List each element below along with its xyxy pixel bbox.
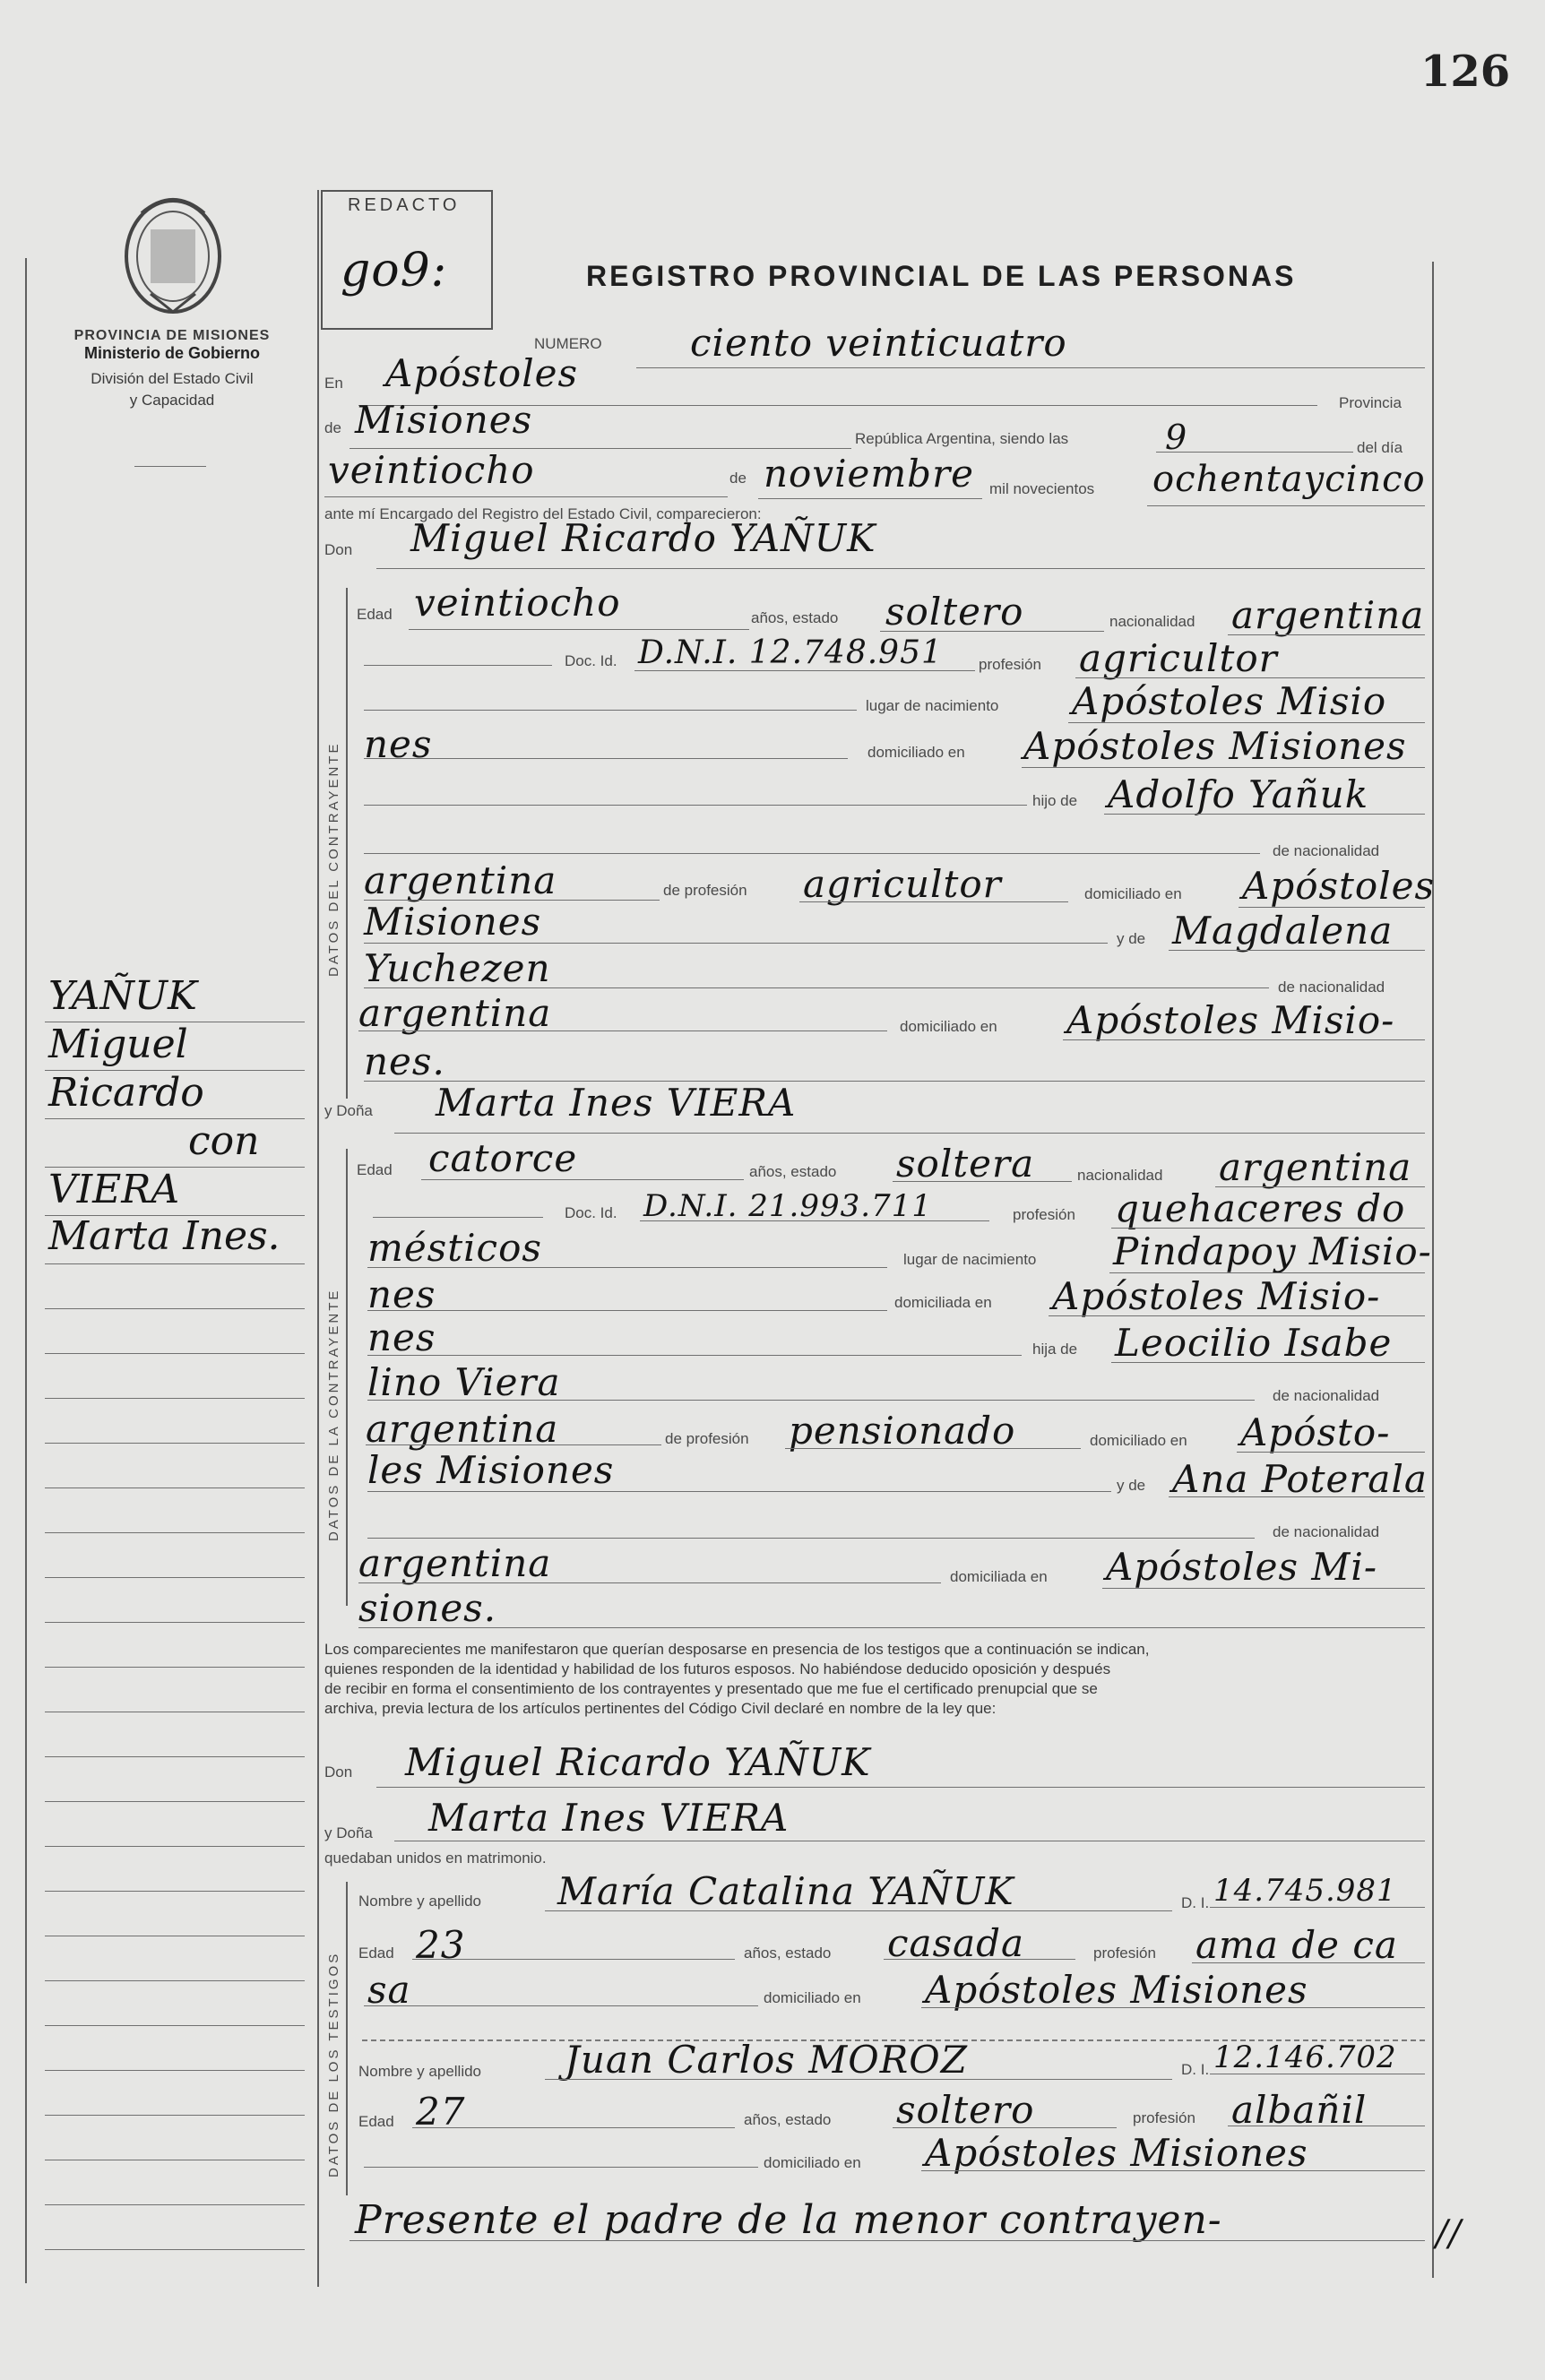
- c-profesion: agricultor: [1079, 636, 1278, 680]
- f-padre-dom-2: les Misiones: [367, 1448, 615, 1492]
- profesion-label: profesión: [979, 656, 1041, 673]
- hora-value: 9: [1165, 418, 1188, 457]
- anio-value: ochentaycinco: [1152, 459, 1426, 500]
- lugar-nac-label: lugar de nacimiento: [866, 697, 999, 714]
- don-label: Don: [324, 541, 353, 558]
- margin-note-line-1: YAÑUK: [48, 973, 197, 1019]
- dona-label-2: y Doña: [324, 1824, 373, 1841]
- anos-estado-label-2: años, estado: [749, 1163, 837, 1180]
- nacionalidad-label: nacionalidad: [1109, 613, 1195, 630]
- contrayente-section-label: DATOS DEL CONTRAYENTE: [326, 741, 341, 977]
- c-domicilio: Apóstoles Misiones: [1023, 724, 1407, 768]
- redacto-label: REDACTO: [348, 195, 461, 215]
- d-label-2: D. I.: [1181, 2061, 1210, 2078]
- t1-doc: 14.745.981: [1213, 1873, 1397, 1909]
- dia-value: veintiocho: [328, 448, 535, 492]
- f-padre-2: lino Viera: [367, 1360, 561, 1404]
- d-label: D. I.: [1181, 1894, 1210, 1911]
- de-mes-label: de: [729, 470, 747, 487]
- c-lugar-nac-2: nes: [364, 722, 433, 766]
- redacto-value: go9:: [341, 244, 448, 298]
- f-padre-nac: argentina: [366, 1407, 559, 1451]
- c-padre-prof: agricultor: [803, 862, 1002, 906]
- republica-label: República Argentina, siendo las: [855, 430, 1069, 447]
- numero-value: ciento veinticuatro: [690, 321, 1067, 365]
- novio-name: Miguel Ricardo YAÑUK: [405, 1740, 871, 1784]
- hija-label: hija de: [1032, 1341, 1078, 1358]
- f-domicilio-1: Apóstoles Misio-: [1052, 1274, 1381, 1318]
- c-doc: D.N.I. 12.748.951: [638, 634, 943, 671]
- t2-domicilio: Apóstoles Misiones: [925, 2131, 1308, 2175]
- c-nacionalidad: argentina: [1231, 593, 1425, 637]
- doc-label-2: Doc. Id.: [565, 1204, 617, 1221]
- domiciliado-en-label-2: domiciliado en: [1090, 1432, 1187, 1449]
- c-madre-2: Yuchezen: [364, 946, 551, 990]
- c-padre-nac: argentina: [364, 858, 557, 902]
- f-madre: Ana Poterala: [1172, 1457, 1428, 1501]
- y-de-label-2: y de: [1117, 1477, 1146, 1494]
- hijo-label: hijo de: [1032, 792, 1078, 809]
- profesion-label-2: profesión: [1013, 1206, 1075, 1223]
- domiciliado-label-3: domiciliado en: [764, 1989, 861, 2006]
- f-padre-prof: pensionado: [789, 1409, 1016, 1453]
- final-note: Presente el padre de la menor contrayen-: [355, 2197, 1222, 2243]
- margin-note-line-5: VIERA: [48, 1167, 180, 1212]
- lugar-nac-label-2: lugar de nacimiento: [903, 1251, 1037, 1268]
- provincia-value: Misiones: [355, 398, 533, 442]
- c-madre-dom-1: Apóstoles Misio-: [1066, 998, 1395, 1042]
- division-name-1: División del Estado Civil: [91, 370, 254, 387]
- c-padre-dom-1: Apóstoles: [1242, 864, 1436, 908]
- t2-nombre: Juan Carlos MOROZ: [565, 2038, 968, 2082]
- provincia-label: Provincia: [1339, 394, 1402, 411]
- de-nacionalidad-label-4: de nacionalidad: [1273, 1523, 1380, 1540]
- t1-profesion-2: sa: [367, 1968, 411, 2012]
- f-madre-nac: argentina: [358, 1541, 552, 1585]
- f-domicilio-2: nes: [367, 1315, 436, 1359]
- division-name-2: y Capacidad: [129, 392, 215, 409]
- t1-profesion-1: ama de ca: [1195, 1923, 1398, 1967]
- t2-profesion: albañil: [1231, 2088, 1368, 2132]
- anos-estado-label-4: años, estado: [744, 2111, 832, 2128]
- c-padre: Adolfo Yañuk: [1108, 772, 1369, 816]
- lugar-value: Apóstoles: [385, 351, 579, 395]
- f-doc: D.N.I. 21.993.711: [643, 1188, 932, 1224]
- t1-nombre: María Catalina YAÑUK: [557, 1869, 1014, 1913]
- f-edad: catorce: [428, 1136, 578, 1180]
- contrayente-name: Miguel Ricardo YAÑUK: [410, 516, 876, 560]
- don-label-2: Don: [324, 1763, 353, 1781]
- t2-estado: soltero: [896, 2088, 1035, 2132]
- novia-name: Marta Ines VIERA: [428, 1796, 790, 1840]
- f-padre-1: Leocilio Isabe: [1115, 1321, 1393, 1365]
- f-madre-dom-1: Apóstoles Mi-: [1106, 1545, 1378, 1589]
- dona-label: y Doña: [324, 1102, 373, 1119]
- domiciliado-label-2: domiciliado en: [900, 1018, 997, 1035]
- f-profesion-2: mésticos: [367, 1226, 542, 1270]
- c-madre-1: Magdalena: [1172, 909, 1394, 953]
- c-madre-dom-2: nes.: [364, 1039, 445, 1083]
- f-padre-dom-1: Apósto-: [1240, 1410, 1391, 1454]
- document-title: REGISTRO PROVINCIAL DE LAS PERSONAS: [586, 260, 1297, 292]
- t1-edad: 23: [416, 1923, 466, 1967]
- en-label: En: [324, 375, 343, 392]
- doc-label: Doc. Id.: [565, 652, 617, 669]
- de-nacionalidad-label-2: de nacionalidad: [1278, 979, 1385, 996]
- profesion-label-3: profesión: [1093, 1945, 1156, 1962]
- f-lugar-nac-1: Pindapoy Misio-: [1113, 1229, 1432, 1273]
- contrayenta-section-label: DATOS DE LA CONTRAYENTE: [326, 1288, 341, 1541]
- statement-line-4: archiva, previa lectura de los artículos pertinentes del Código Civil declaré en nombre de la ley que:: [324, 1700, 997, 1717]
- c-lugar-nac-1: Apóstoles Misio: [1072, 679, 1387, 723]
- domiciliada-en-label: domiciliada en: [950, 1568, 1048, 1585]
- coat-of-arms-seal: [115, 186, 231, 321]
- t1-estado: casada: [887, 1921, 1025, 1965]
- mes-value: noviembre: [764, 452, 974, 496]
- de-label: de: [324, 419, 341, 436]
- edad-label-3: Edad: [358, 1945, 394, 1962]
- edad-label: Edad: [357, 606, 393, 623]
- margin-note-line-2: Miguel: [48, 1022, 188, 1067]
- numero-label: NUMERO: [534, 335, 602, 352]
- nacionalidad-label-2: nacionalidad: [1077, 1167, 1163, 1184]
- anos-estado-label-3: años, estado: [744, 1945, 832, 1962]
- de-profesion-label-2: de profesión: [665, 1430, 749, 1447]
- c-madre-nac: argentina: [358, 991, 552, 1035]
- margin-note-line-4: con: [188, 1118, 260, 1164]
- mil-label: mil novecientos: [989, 480, 1095, 497]
- nombre-label-2: Nombre y apellido: [358, 2063, 482, 2080]
- statement-line-3: de recibir en forma el consentimiento de los contrayentes y presentado que me fue el certificado prenupcial que se: [324, 1680, 1098, 1697]
- y-de-label: y de: [1117, 930, 1146, 947]
- t2-edad: 27: [416, 2090, 466, 2134]
- province-name: PROVINCIA DE MISIONES: [73, 328, 271, 343]
- f-nacionalidad: argentina: [1219, 1145, 1412, 1189]
- f-madre-dom-2: siones.: [358, 1586, 497, 1630]
- statement-line-1: Los comparecientes me manifestaron que querían desposarse en presencia de los testigos que a continuación se indican,: [324, 1641, 1150, 1658]
- statement-line-2: quienes responden de la identidad y habilidad de los futuros esposos. No habiéndose deducido oposición y después: [324, 1660, 1111, 1677]
- anos-estado-label: años, estado: [751, 609, 839, 626]
- c-padre-dom-2: Misiones: [364, 900, 542, 944]
- de-profesion-label: de profesión: [663, 882, 747, 899]
- de-nacionalidad-label: de nacionalidad: [1273, 842, 1380, 859]
- margin-note-line-3: Ricardo: [48, 1070, 204, 1116]
- legal-statement: [324, 1640, 1423, 1719]
- domiciliado-en-label: domiciliado en: [1084, 885, 1182, 902]
- c-edad: veintiocho: [414, 581, 621, 625]
- c-estado: soltero: [885, 590, 1024, 634]
- domiciliado-label: domiciliado en: [867, 744, 965, 761]
- margin-note-line-6: Marta Ines.: [48, 1213, 281, 1259]
- nombre-label: Nombre y apellido: [358, 1893, 482, 1910]
- domiciliado-label-4: domiciliado en: [764, 2154, 861, 2171]
- f-lugar-nac-2: nes: [367, 1272, 436, 1316]
- edad-label-2: Edad: [357, 1161, 393, 1178]
- f-estado: soltera: [896, 1142, 1035, 1186]
- edad-label-4: Edad: [358, 2113, 394, 2130]
- del-dia-label: del día: [1357, 439, 1403, 456]
- ministry-name: Ministerio de Gobierno: [83, 344, 260, 362]
- contrayenta-name: Marta Ines VIERA: [436, 1081, 797, 1125]
- unidos-label: quedaban unidos en matrimonio.: [324, 1850, 547, 1867]
- domiciliada-label: domiciliada en: [894, 1294, 992, 1311]
- f-profesion-1: quehaceres do: [1115, 1186, 1406, 1230]
- ante-label: ante mí Encargado del Registro del Estado Civil, comparecieron:: [324, 505, 762, 522]
- final-note-continuation: //: [1436, 2213, 1462, 2255]
- page-number: 126: [1420, 47, 1511, 97]
- profesion-label-4: profesión: [1133, 2109, 1195, 2126]
- t1-domicilio: Apóstoles Misiones: [925, 1968, 1308, 2012]
- testigos-section-label: DATOS DE LOS TESTIGOS: [326, 1951, 341, 2177]
- t2-doc: 12.146.702: [1213, 2039, 1397, 2075]
- issuing-authority: [38, 328, 306, 410]
- de-nacionalidad-label-3: de nacionalidad: [1273, 1387, 1380, 1404]
